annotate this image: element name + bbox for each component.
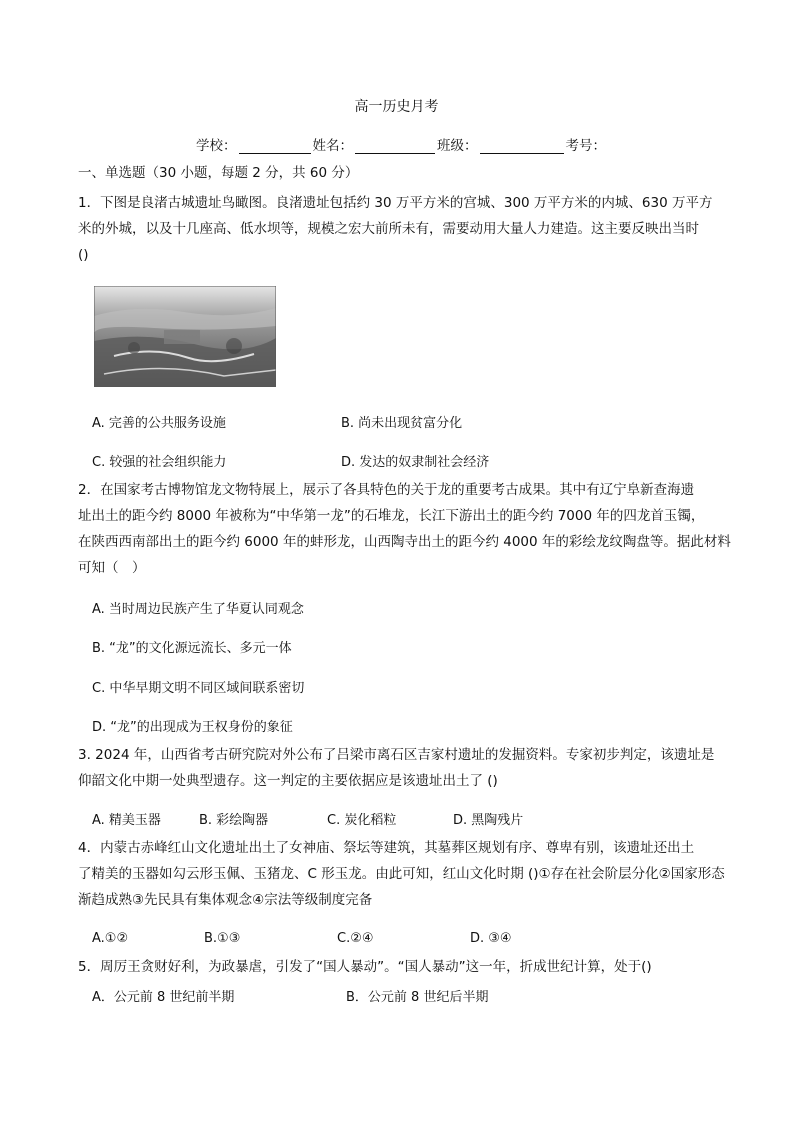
question-2-line-2: 址出土的距今约 8000 年被称为“中华第一龙”的石堆龙，长江下游出土的距今约 7000 年的四龙首玉镯， [78,508,705,524]
school-label: 学校： [196,138,237,154]
question-1-option-a[interactable]: A. 完善的公共服务设施 [92,416,226,431]
question-4-line-1: 4．内蒙古赤峰红山文化遗址出土了女神庙、祭坛等建筑，其墓葬区规划有序、尊卑有别，该遗址还出土 [78,840,695,856]
question-3-option-d[interactable]: D. 黑陶残片 [453,813,524,828]
question-5-option-b[interactable]: B．公元前 8 世纪后半期 [346,990,489,1005]
exam-title: 高一历史月考 [354,99,439,115]
class-blank[interactable] [480,139,564,154]
question-3-option-b[interactable]: B. 彩绘陶器 [199,813,269,828]
student-info-row [196,134,606,154]
question-3-line-2: 仰韶文化中期一处典型遗存。这一判定的主要依据应是该遗址出土了 () [78,773,498,789]
question-2-option-c[interactable]: C. 中华早期文明不同区域间联系密切 [92,681,305,696]
question-1-line-1: 1．下图是良渚古城遗址鸟瞰图。良渚遗址包括约 30 万平方米的宫城、300 万平方米的内城、630 万平方 [78,195,713,211]
question-2-line-1: 2．在国家考古博物馆龙文物特展上，展示了各具特色的关于龙的重要考古成果。其中有辽宁阜新查海遗 [78,482,695,498]
question-1-line-2: 米的外城，以及十几座高、低水坝等，规模之宏大前所未有，需要动用大量人力建造。这主要反映出当时 [78,221,699,237]
question-4-option-d[interactable]: D. ③④ [470,931,512,946]
question-2-option-d[interactable]: D. “龙”的出现成为王权身份的象征 [92,720,293,735]
question-4-option-b[interactable]: B.①③ [204,931,241,946]
question-1-line-3: () [78,247,89,263]
question-5-option-a[interactable]: A．公元前 8 世纪前半期 [92,990,235,1005]
exam-number-label: 考号： [565,138,606,154]
question-5-line-1: 5．周厉王贪财好利，为政暴虐，引发了“国人暴动”。“国人暴动”这一年，折成世纪计算，处于() [78,959,652,975]
liangzhu-aerial-photo [94,286,276,387]
question-1-option-b[interactable]: B. 尚未出现贫富分化 [341,416,463,431]
section-title: 一、单选题（30 小题，每题 2 分，共 60 分） [78,165,359,181]
name-label: 姓名： [312,138,353,154]
question-2-line-4: 可知（ ） [78,560,146,576]
question-3-option-c[interactable]: C. 炭化稻粒 [327,813,397,828]
school-blank[interactable] [239,139,311,154]
question-2-option-b[interactable]: B. “龙”的文化源远流长、多元一体 [92,641,292,656]
question-1-option-c[interactable]: C. 较强的社会组织能力 [92,455,227,470]
question-4-option-a[interactable]: A.①② [92,931,129,946]
question-4-line-3: 渐趋成熟③先民具有集体观念④宗法等级制度完备 [78,892,373,908]
question-3-option-a[interactable]: A. 精美玉器 [92,813,161,828]
question-2-option-a[interactable]: A. 当时周边民族产生了华夏认同观念 [92,602,304,617]
question-1-option-d[interactable]: D. 发达的奴隶制社会经济 [341,455,490,470]
question-3-line-1: 3. 2024 年，山西省考古研究院对外公布了吕梁市离石区吉家村遗址的发掘资料。专家初步判定，该遗址是 [78,747,715,763]
name-blank[interactable] [355,139,435,154]
question-2-line-3: 在陕西西南部出土的距今约 6000 年的蚌形龙，山西陶寺出土的距今约 4000 年的彩绘龙纹陶盘等。据此材料 [78,534,731,550]
question-4-option-c[interactable]: C.②④ [337,931,374,946]
class-label: 班级： [437,138,478,154]
question-4-line-2: 了精美的玉器如勾云形玉佩、玉猪龙、C 形玉龙。由此可知，红山文化时期 ()①存在社会阶层分化②国家形态 [78,866,725,882]
